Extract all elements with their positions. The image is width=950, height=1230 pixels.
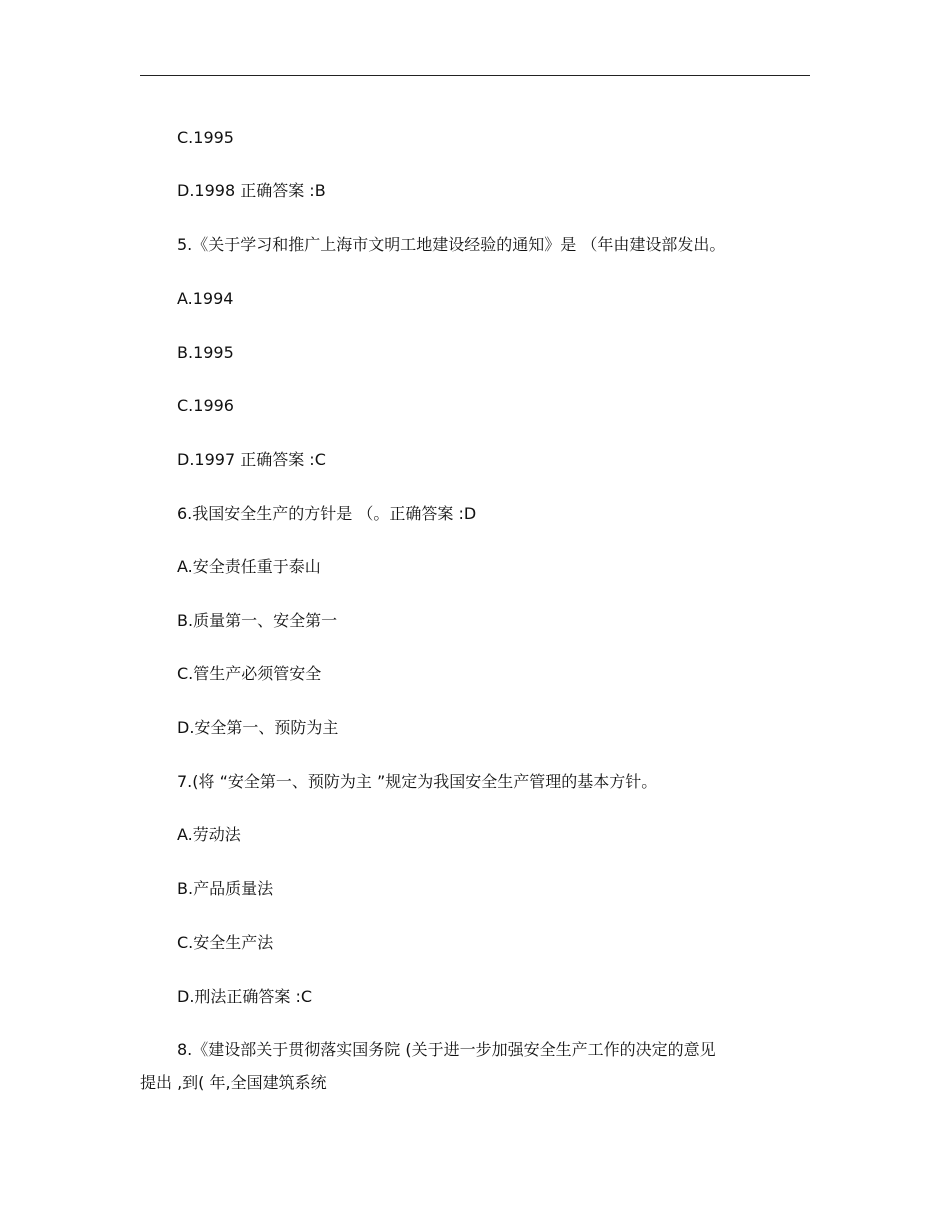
option-b-1995: B.1995 — [177, 343, 234, 362]
question-6: 6.我国安全生产的方针是 （。正确答案 :D — [177, 504, 477, 523]
option-b-q6: B.质量第一、安全第一 — [177, 611, 338, 630]
option-c-q7: C.安全生产法 — [177, 933, 274, 952]
header-rule — [140, 75, 810, 76]
option-a-q6: A.安全责任重于泰山 — [177, 557, 321, 576]
option-a-q7: A.劳动法 — [177, 825, 241, 844]
option-d-q7-answer: D.刑法正确答案 :C — [177, 987, 313, 1006]
question-7: 7.(将 “安全第一、预防为主 ”规定为我国安全生产管理的基本方针。 — [177, 772, 658, 791]
question-8: 8.《建设部关于贯彻落实国务院 (关于进一步加强安全生产工作的决定的意见 — [177, 1040, 716, 1059]
option-c-q6: C.管生产必须管安全 — [177, 664, 322, 683]
question-8-continued: 提出 ,到( 年,全国建筑系统 — [140, 1073, 327, 1092]
option-c-1996: C.1996 — [177, 396, 234, 415]
option-a-1994: A.1994 — [177, 289, 234, 308]
option-b-q7: B.产品质量法 — [177, 879, 274, 898]
option-d-answer-b: D.1998 正确答案 :B — [177, 181, 326, 200]
question-5: 5.《关于学习和推广上海市文明工地建设经验的通知》是 （年由建设部发出。 — [177, 235, 726, 254]
option-d-answer-c: D.1997 正确答案 :C — [177, 450, 326, 469]
option-c-1995: C.1995 — [177, 128, 234, 147]
option-d-q6: D.安全第一、预防为主 — [177, 718, 339, 737]
